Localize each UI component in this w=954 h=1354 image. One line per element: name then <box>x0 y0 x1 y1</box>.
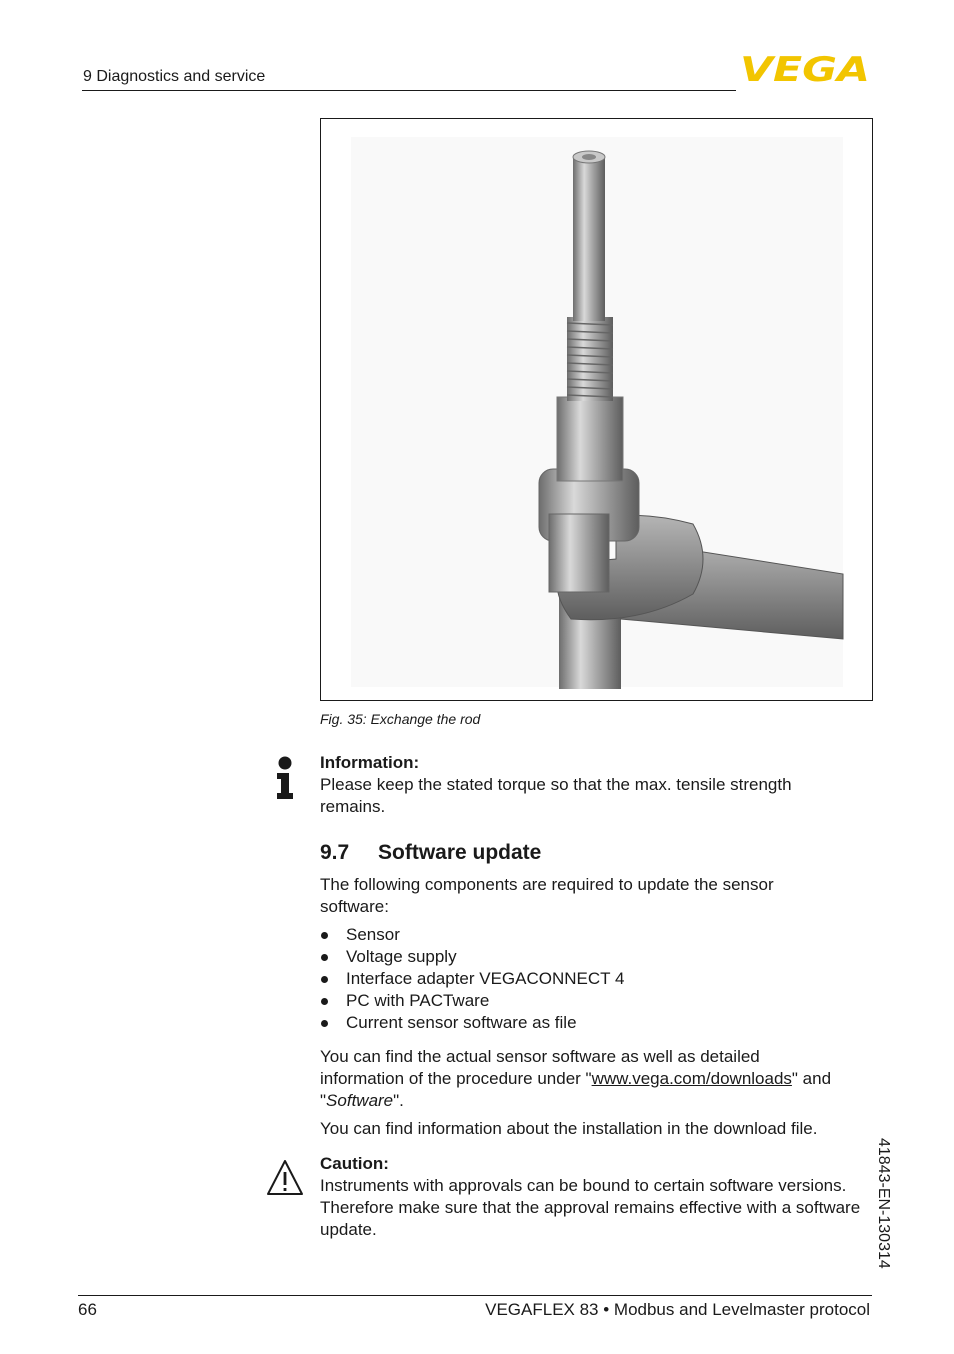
section-heading <box>320 841 541 865</box>
document-code-text: 41843-EN-130314 <box>875 1138 892 1269</box>
section-intro: The following components are required to update the sensor software: <box>320 875 774 916</box>
downloads-link[interactable]: www.vega.com/downloads <box>591 1069 792 1088</box>
list-item: Voltage supply <box>320 946 868 968</box>
document-title: VEGAFLEX 83 • Modbus and Levelmaster protocol <box>485 1300 870 1319</box>
caution-text: Instruments with approvals can be bound to certain software versions. Therefore make sure that the approval remains effective with a software update. <box>320 1176 861 1239</box>
information-text: Please keep the stated torque so that the max. tensile strength remains. <box>320 775 792 816</box>
warning-triangle-icon <box>266 1158 304 1198</box>
figure-frame <box>320 118 873 701</box>
running-header: 9 Diagnostics and service <box>83 68 266 85</box>
list-item: Interface adapter VEGACONNECT 4 <box>320 968 868 990</box>
information-title: Information: <box>320 753 420 772</box>
list-item: PC with PACTware <box>320 990 868 1012</box>
download-paragraph <box>320 1046 840 1112</box>
caution-title: Caution: <box>320 1154 389 1173</box>
vega-logo <box>740 52 872 84</box>
footer-rule <box>78 1295 872 1296</box>
info-icon <box>274 756 296 800</box>
header-rule <box>82 90 736 91</box>
component-list <box>320 924 868 1034</box>
page-number: 66 <box>78 1300 97 1319</box>
list-item: Sensor <box>320 924 868 946</box>
section-number: 9.7 <box>320 841 350 864</box>
download-text-start: You can find the actual sensor software as well as detailed information of the procedure under " <box>320 1047 760 1088</box>
figure-caption: Fig. 35: Exchange the rod <box>320 711 481 727</box>
rod-wrench-illustration <box>321 119 873 701</box>
document-code <box>870 1138 892 1298</box>
download-text-middle: " and " <box>320 1069 832 1110</box>
software-term: Software <box>326 1091 394 1110</box>
section-title: Software update <box>378 841 542 864</box>
download-text-end: ". <box>393 1091 404 1110</box>
svg-text:VEGA: VEGA <box>740 52 870 84</box>
list-item: Current sensor software as file <box>320 1012 868 1034</box>
installation-paragraph: You can find information about the installation in the download file. <box>320 1119 818 1138</box>
